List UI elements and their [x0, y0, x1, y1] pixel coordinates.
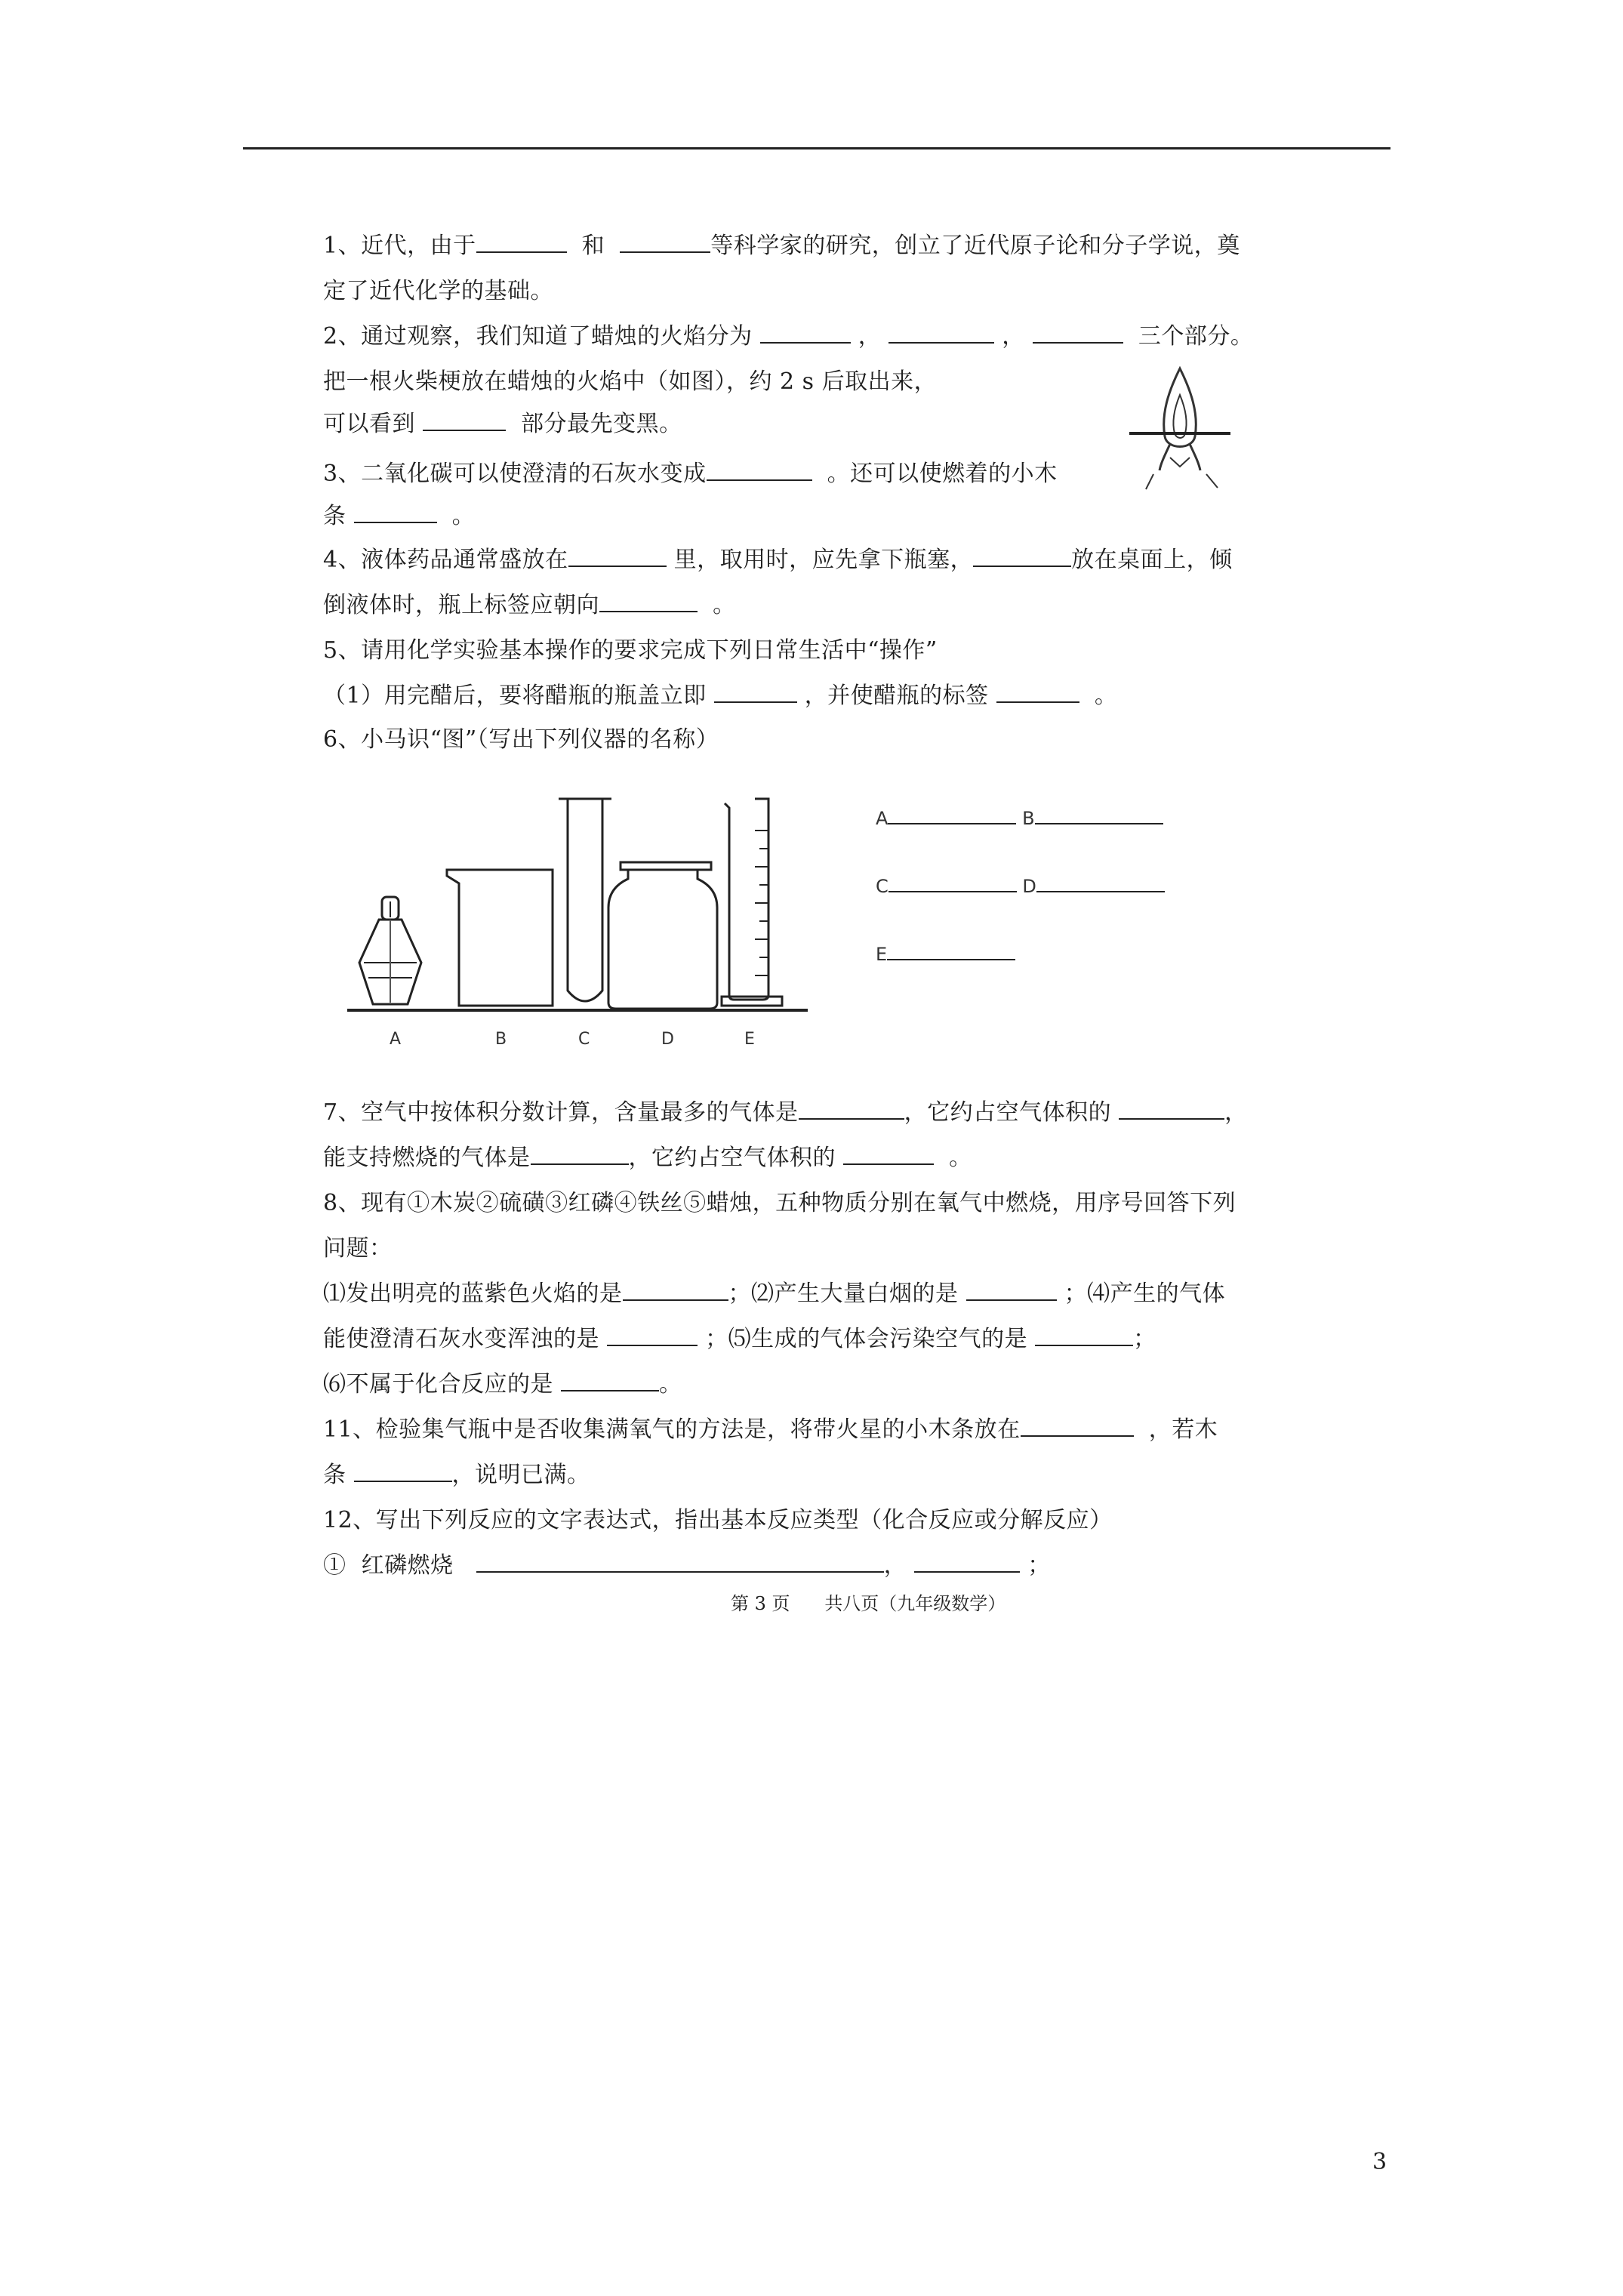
question-5-line-1: 5、请用化学实验基本操作的要求完成下列日常生活中“操作” [323, 637, 938, 664]
candle-flame-figure [1123, 361, 1236, 497]
answer-blank[interactable] [568, 546, 667, 567]
answer-row-cd: C D [876, 876, 1165, 897]
question-2-line-3: 可以看到 部分最先变黑。 [323, 411, 682, 437]
answer-blank[interactable] [607, 1325, 698, 1346]
answer-blank[interactable] [354, 1461, 452, 1482]
question-8-line-2: 问题： [323, 1235, 393, 1262]
answer-blank-d[interactable] [1036, 876, 1165, 892]
graduated-cylinder-drawing [722, 799, 782, 1006]
answer-blank[interactable] [561, 1370, 659, 1391]
answer-blank[interactable] [966, 1280, 1057, 1301]
page-number: 3 [1372, 2149, 1387, 2175]
figure-label-e: E [744, 1030, 755, 1049]
answer-blank[interactable] [996, 682, 1079, 703]
question-1-line-2: 定了近代化学的基础。 [323, 278, 553, 304]
answer-blank[interactable] [760, 322, 851, 344]
question-8-line-4: 能使澄清石灰水变浑浊的是 ；⑸生成的气体会污染空气的是 ； [323, 1326, 1156, 1352]
answer-blank[interactable] [843, 1144, 934, 1165]
question-4-line-1: 4、液体药品通常盛放在 里，取用时，应先拿下瓶塞， 放在桌面上，倾 [323, 547, 1233, 573]
answer-blank[interactable] [799, 1099, 904, 1120]
answer-blank[interactable] [1021, 1416, 1134, 1437]
answer-blank-b[interactable] [1035, 808, 1163, 824]
answer-blank[interactable] [476, 232, 567, 253]
answer-blank[interactable] [354, 502, 437, 523]
answer-blank[interactable] [476, 1552, 884, 1573]
answer-blank-e[interactable] [887, 944, 1015, 960]
answer-blank[interactable] [623, 1280, 728, 1301]
question-12-line-2: ① 红磷燃烧 ， ； [323, 1552, 1051, 1579]
question-2-line-1: 2、通过观察，我们知道了蜡烛的火焰分为 ， ， 三个部分。 [323, 323, 1254, 350]
answer-blank[interactable] [714, 682, 797, 703]
alcohol-lamp-drawing [359, 897, 421, 1004]
gas-bottle-drawing [608, 862, 717, 1009]
answer-blank[interactable] [707, 460, 812, 481]
answer-blank[interactable] [1035, 1325, 1133, 1346]
question-8-line-3: ⑴发出明亮的蓝紫色火焰的是 ；⑵产生大量白烟的是 ；⑷产生的气体 [323, 1281, 1226, 1307]
question-11-line-1: 11、检验集气瓶中是否收集满氧气的方法是，将带火星的小木条放在 ，若木 [323, 1416, 1218, 1443]
question-7-line-1: 7、空气中按体积分数计算，含量最多的气体是 ，它约占空气体积的 ， [323, 1099, 1248, 1126]
beaker-drawing [447, 870, 553, 1006]
question-2-line-2: 把一根火柴梗放在蜡烛的火焰中（如图），约 2 s 后取出来， [323, 368, 938, 395]
question-4-line-2: 倒液体时，瓶上标签应朝向 。 [323, 592, 736, 618]
answer-row-e: E [876, 944, 1015, 965]
question-8-line-5: ⑹不属于化合反应的是 。 [323, 1371, 682, 1398]
answer-blank-a[interactable] [888, 808, 1016, 824]
question-12-line-1: 12、写出下列反应的文字表达式，指出基本反应类型（化合反应或分解反应） [323, 1507, 1113, 1533]
answer-blank[interactable] [888, 322, 994, 344]
answer-blank[interactable] [973, 546, 1071, 567]
header-rule [243, 147, 1390, 149]
answer-blank[interactable] [1033, 322, 1123, 344]
question-11-line-2: 条 ，说明已满。 [323, 1462, 590, 1488]
lab-apparatus-figure [332, 785, 815, 1019]
answer-blank[interactable] [423, 410, 506, 431]
question-1-line-1: 1、近代，由于 和 等科学家的研究，创立了近代原子论和分子学说，奠 [323, 233, 1240, 259]
question-3-line-2: 条 。 [323, 503, 476, 529]
question-6-line-1: 6、小马识“图”（写出下列仪器的名称） [323, 726, 719, 753]
figure-label-d: D [661, 1030, 674, 1049]
answer-blank[interactable] [531, 1144, 629, 1165]
answer-row-ab: A B [876, 808, 1163, 829]
answer-blank[interactable] [599, 591, 698, 612]
question-7-line-2: 能支持燃烧的气体是 ，它约占空气体积的 。 [323, 1145, 972, 1171]
figure-label-a: A [390, 1030, 402, 1049]
answer-blank[interactable] [914, 1552, 1020, 1573]
question-3-line-1: 3、二氧化碳可以使澄清的石灰水变成 。还可以使燃着的小木 [323, 461, 1058, 487]
question-5-line-2: （1）用完醋后，要将醋瓶的瓶盖立即 ，并使醋瓶的标签 。 [323, 683, 1118, 709]
figure-label-b: B [495, 1030, 507, 1049]
answer-blank-c[interactable] [888, 876, 1017, 892]
page-footer: 第 3 页 共八页（九年级数学） [731, 1593, 1006, 1614]
figure-label-c: C [578, 1030, 590, 1049]
test-tube-drawing [559, 799, 611, 1001]
answer-blank[interactable] [1119, 1099, 1224, 1120]
question-8-line-1: 8、现有①木炭②硫磺③红磷④铁丝⑤蜡烛，五种物质分别在氧气中燃烧，用序号回答下列 [323, 1190, 1236, 1216]
answer-blank[interactable] [620, 232, 710, 253]
